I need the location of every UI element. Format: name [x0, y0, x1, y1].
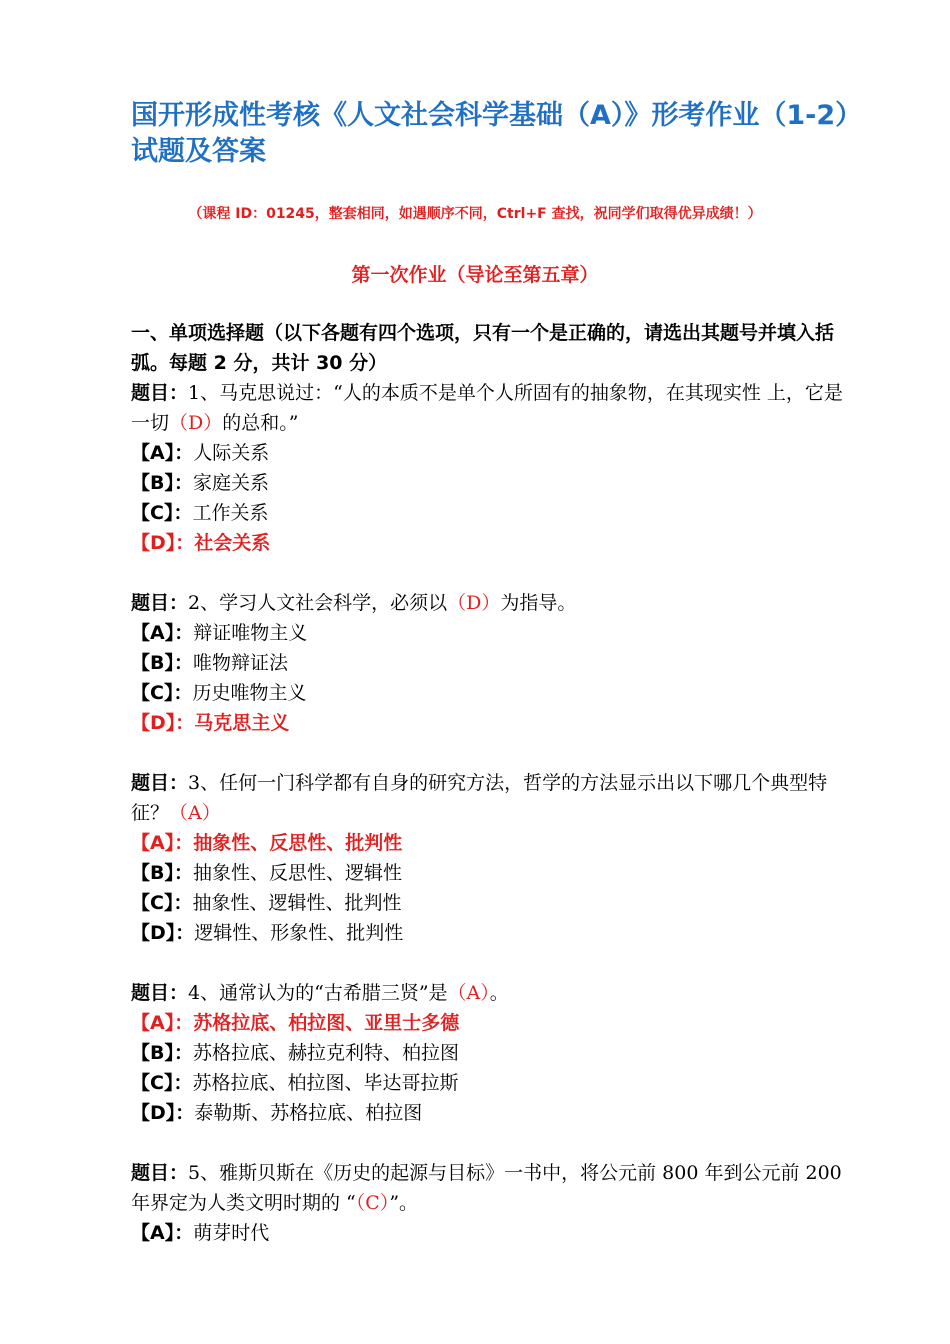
option-key: 【A】：: [131, 442, 194, 464]
option-key: 【B】：: [131, 1042, 193, 1064]
option-text: 马克思主义: [194, 712, 290, 734]
option-key: 【B】：: [131, 472, 193, 494]
question-answer: （D）: [447, 592, 501, 614]
option-text: 苏格拉底、赫拉克利特、柏拉图: [192, 1042, 459, 1064]
option-text: 辩证唯物主义: [193, 622, 308, 644]
question-stem: [131, 378, 861, 438]
question-label: 题目：: [131, 1162, 189, 1184]
option-d-correct: [131, 708, 861, 738]
option-key: 【D】：: [131, 712, 195, 734]
course-note: （课程 ID：01245，整套相同，如遇顺序不同，Ctrl+F 查找，祝同学们取得优异成绩！）: [188, 206, 762, 222]
question-stem: [131, 768, 861, 828]
option-text: 历史唯物主义: [192, 682, 307, 704]
option-text: 抽象性、逻辑性、批判性: [192, 892, 402, 914]
option-key: 【B】：: [131, 652, 193, 674]
question-list: [131, 318, 861, 1278]
question-text: 3、任何一门科学都有自身的研究方法，哲学的方法显示出以下哪几个典型特征？: [131, 772, 828, 824]
option-a: [131, 1218, 861, 1248]
option-key: 【D】：: [131, 1102, 195, 1124]
question-label: 题目：: [131, 982, 189, 1004]
question-text-end: ”。: [389, 1192, 419, 1214]
option-text: 苏格拉底、柏拉图、亚里士多德: [193, 1012, 460, 1034]
option-key: 【A】：: [131, 832, 194, 854]
question-item: [131, 978, 861, 1128]
question-stem: [131, 588, 861, 618]
question-stem: [131, 1158, 861, 1218]
question-label: 题目：: [131, 382, 189, 404]
question-label: 题目：: [131, 592, 189, 614]
option-d: [131, 1098, 861, 1128]
option-text: 社会关系: [194, 532, 271, 554]
question-text: 2、学习人文社会科学，必须以: [188, 592, 448, 614]
option-key: 【C】：: [131, 1072, 193, 1094]
option-key: 【D】：: [131, 532, 195, 554]
option-a-correct: [131, 1008, 861, 1038]
option-key: 【B】：: [131, 862, 193, 884]
option-key: 【A】：: [131, 622, 194, 644]
question-text-end: 。: [489, 982, 509, 1004]
option-a-correct: [131, 828, 861, 858]
option-key: 【A】：: [131, 1222, 194, 1244]
option-text: 人际关系: [193, 442, 270, 464]
option-text: 抽象性、反思性、批判性: [193, 832, 403, 854]
option-key: 【C】：: [131, 682, 193, 704]
option-b: [131, 1038, 861, 1068]
document-title: 国开形成性考核《人文社会科学基础（A）》形考作业（1-2）试题及答案: [131, 100, 849, 167]
option-a: [131, 438, 861, 468]
option-text: 泰勒斯、苏格拉底、柏拉图: [194, 1102, 423, 1124]
option-text: 逻辑性、形象性、批判性: [194, 922, 404, 944]
question-answer: （D）: [169, 412, 223, 434]
option-b: [131, 858, 861, 888]
option-key: 【C】：: [131, 502, 193, 524]
option-text: 工作关系: [192, 502, 269, 524]
question-answer: （A）: [169, 802, 221, 824]
option-c: [131, 1068, 861, 1098]
option-c: [131, 678, 861, 708]
question-item: [131, 588, 861, 738]
question-stem: [131, 978, 861, 1008]
option-key: 【A】：: [131, 1012, 194, 1034]
question-item: [131, 378, 861, 558]
option-text: 家庭关系: [192, 472, 269, 494]
option-d: [131, 918, 861, 948]
option-b: [131, 468, 861, 498]
option-b: [131, 648, 861, 678]
question-item: [131, 1158, 861, 1248]
question-label: 题目：: [131, 772, 189, 794]
option-d-correct: [131, 528, 861, 558]
option-key: 【D】：: [131, 922, 195, 944]
option-text: 抽象性、反思性、逻辑性: [192, 862, 402, 884]
question-text-end: 的总和。”: [222, 412, 299, 434]
question-text: 5、雅斯贝斯在《历史的起源与目标》一书中，将公元前 800 年到公元前 200 年界定为人类文明时期的 “: [131, 1162, 842, 1214]
question-answer: （A）: [447, 982, 490, 1004]
option-key: 【C】：: [131, 892, 193, 914]
option-c: [131, 498, 861, 528]
question-text: 1、马克思说过：“人的本质不是单个人所固有的抽象物，在其现实性 上，它是一切: [131, 382, 843, 434]
question-item: [131, 768, 861, 948]
option-text: 唯物辩证法: [192, 652, 288, 674]
section-title: 第一次作业（导论至第五章）: [351, 264, 599, 286]
question-text: 4、通常认为的“古希腊三贤”是: [188, 982, 448, 1004]
option-text: 萌芽时代: [193, 1222, 270, 1244]
part-heading: 一、单项选择题（以下各题有四个选项，只有一个是正确的，请选出其题号并填入括弧。每题 2 分，共计 30 分）: [131, 322, 835, 374]
option-c: [131, 888, 861, 918]
question-answer: （C）: [355, 1192, 390, 1214]
question-text-end: 为指导。: [500, 592, 577, 614]
option-text: 苏格拉底、柏拉图、毕达哥拉斯: [192, 1072, 459, 1094]
option-a: [131, 618, 861, 648]
